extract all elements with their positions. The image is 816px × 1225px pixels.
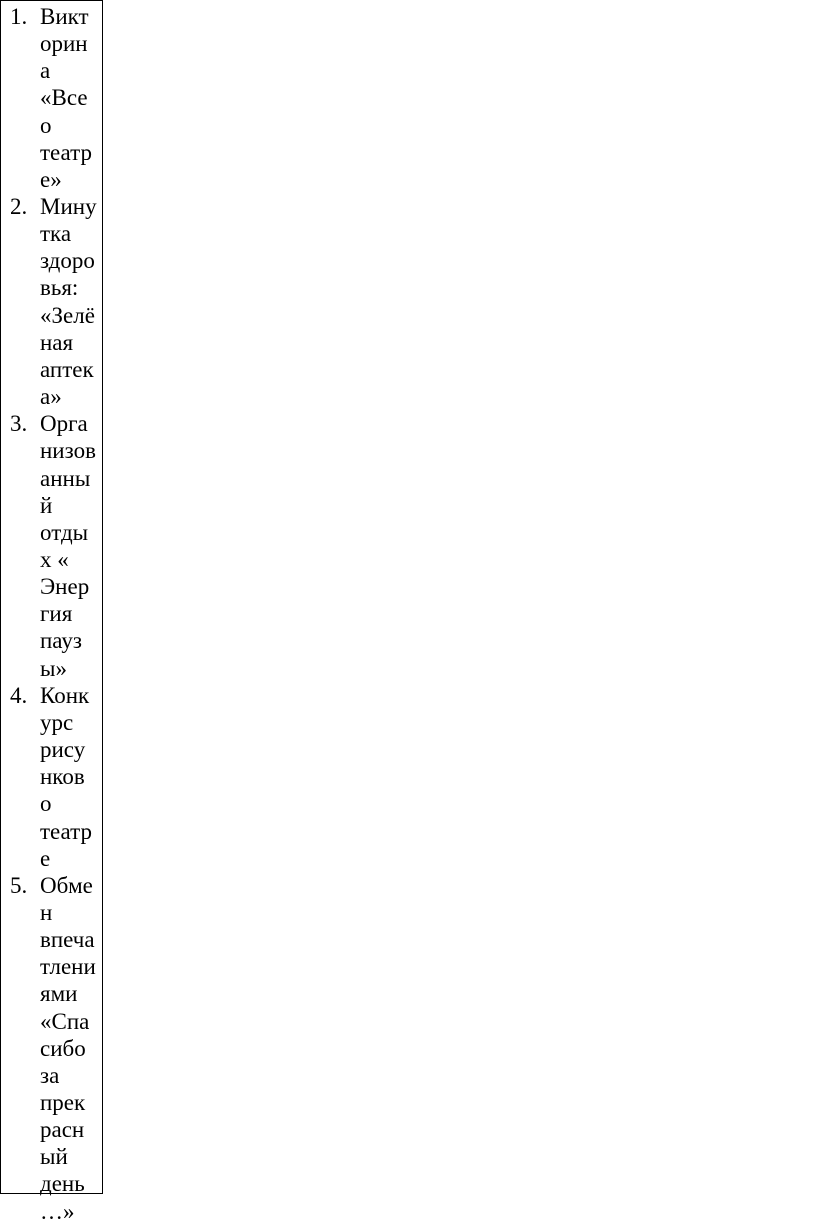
list-item-text-line: низов: [40, 438, 96, 464]
list-item-text-line: вья:: [40, 275, 79, 301]
list-item-text-line: …»: [40, 1198, 75, 1224]
list-item-text-line: а»: [40, 384, 62, 410]
list-item-text-line: тлени: [40, 954, 96, 980]
list-item-text-line: театр: [40, 818, 92, 844]
list-item-text-line: отды: [40, 519, 89, 545]
list-item-text-line: Энер: [40, 574, 90, 600]
list-item-text-line: расн: [40, 1117, 85, 1143]
list-item-text-line: Орга: [40, 411, 88, 437]
list-item-text-line: х «: [40, 547, 69, 572]
list-item-text-line: анны: [40, 465, 91, 491]
list-item-text-line: о: [40, 112, 52, 138]
list-item-text-line: гия: [40, 601, 73, 627]
list-item-text-line: за: [40, 1062, 60, 1088]
list-item-text-line: театр: [40, 139, 92, 165]
list-item-text-line: Мину: [40, 194, 97, 220]
list-item-text-line: аптек: [40, 356, 94, 382]
list-item-number: 2.: [10, 194, 28, 220]
list-item-text-line: день: [40, 1171, 85, 1197]
list-item-text-line: ями: [40, 981, 78, 1007]
list-item-text-line: «Все: [40, 85, 88, 111]
list-item-text-line: й: [40, 492, 53, 518]
list-item-text-line: рису: [40, 737, 86, 763]
list-item-number: 1.: [10, 4, 28, 29]
list-item-text-line: Конк: [40, 682, 90, 708]
list-item-text-line: пауз: [40, 628, 82, 654]
list-item-text-line: здоро: [40, 248, 95, 274]
list-item-text-line: впеча: [40, 927, 95, 953]
list-item-text-line: ная: [40, 329, 74, 355]
list-item-text-line: а: [40, 58, 51, 84]
list-item-number: 5.: [10, 872, 28, 898]
list-item-text-line: е: [40, 845, 51, 871]
list-item-text-line: урс: [40, 709, 74, 735]
list-item-text-line: о: [40, 791, 52, 817]
list-item-text-line: «Зелё: [40, 302, 95, 328]
list-item-text-line: орин: [40, 31, 88, 57]
list-item-text-line: Обме: [40, 872, 93, 898]
list-item-text-line: тка: [40, 221, 72, 247]
list-item-text-line: ы»: [40, 655, 67, 681]
list-item-text-line: ый: [40, 1144, 68, 1170]
list-item-number: 3.: [10, 411, 28, 437]
list-item-text-line: прек: [40, 1089, 86, 1115]
list-item-number: 4.: [10, 682, 28, 708]
list-item-text-line: нков: [40, 764, 85, 790]
list-item-text-line: е»: [40, 166, 62, 192]
list-item-text-line: н: [40, 899, 53, 925]
list-item-text-line: «Спа: [40, 1008, 90, 1034]
list-item-text-line: сибо: [40, 1035, 86, 1061]
list-item-text-line: Викт: [40, 4, 89, 29]
